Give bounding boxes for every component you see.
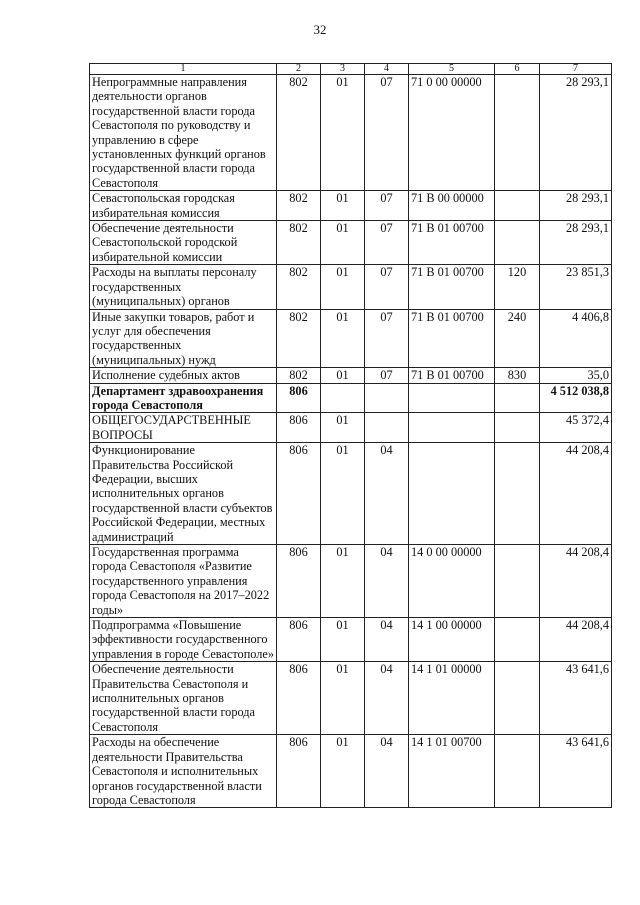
target-article: 71 В 01 00700 bbox=[409, 309, 495, 368]
section-code: 01 bbox=[321, 413, 365, 443]
table-row bbox=[90, 368, 612, 383]
table-row bbox=[90, 443, 612, 545]
row-name: Иные закупки товаров, работ и услуг для обеспечения государственных (муниципальных) нужд bbox=[90, 309, 277, 368]
amount: 44 208,4 bbox=[540, 443, 612, 545]
target-article: 14 0 00 00000 bbox=[409, 545, 495, 618]
section-code: 01 bbox=[321, 368, 365, 383]
amount: 28 293,1 bbox=[540, 75, 612, 191]
amount: 28 293,1 bbox=[540, 191, 612, 221]
amount: 43 641,6 bbox=[540, 735, 612, 808]
subsection-code bbox=[365, 383, 409, 413]
row-name: Исполнение судебных актов bbox=[90, 368, 277, 383]
section-code: 01 bbox=[321, 443, 365, 545]
column-number-row bbox=[90, 64, 612, 75]
amount: 45 372,4 bbox=[540, 413, 612, 443]
expense-type: 120 bbox=[495, 265, 540, 309]
row-name: ОБЩЕГОСУДАРСТВЕННЫЕ ВОПРОСЫ bbox=[90, 413, 277, 443]
expense-type bbox=[495, 221, 540, 265]
section-code: 01 bbox=[321, 221, 365, 265]
amount: 43 641,6 bbox=[540, 662, 612, 735]
expense-type bbox=[495, 443, 540, 545]
subsection-code: 07 bbox=[365, 368, 409, 383]
amount: 4 512 038,8 bbox=[540, 383, 612, 413]
row-name: Департамент здравоохранения города Севастополя bbox=[90, 383, 277, 413]
subsection-code: 07 bbox=[365, 265, 409, 309]
expense-type: 830 bbox=[495, 368, 540, 383]
table-row-department bbox=[90, 383, 612, 413]
subsection-code: 07 bbox=[365, 309, 409, 368]
ministry-code: 802 bbox=[277, 309, 321, 368]
target-article: 71 В 01 00700 bbox=[409, 368, 495, 383]
row-name: Государственная программа города Севастополя «Развитие государственного управления города Севастополя на 2017–2022 годы» bbox=[90, 545, 277, 618]
column-number: 2 bbox=[277, 64, 321, 75]
row-name: Функционирование Правительства Российской Федерации, высших исполнительных органов государственной власти субъектов Российской Федерации, местных администраций bbox=[90, 443, 277, 545]
budget-table bbox=[89, 63, 612, 808]
ministry-code: 802 bbox=[277, 75, 321, 191]
amount: 44 208,4 bbox=[540, 618, 612, 662]
ministry-code: 806 bbox=[277, 383, 321, 413]
table-row bbox=[90, 75, 612, 191]
expense-type bbox=[495, 75, 540, 191]
ministry-code: 806 bbox=[277, 735, 321, 808]
ministry-code: 802 bbox=[277, 221, 321, 265]
section-code: 01 bbox=[321, 545, 365, 618]
expense-type bbox=[495, 735, 540, 808]
ministry-code: 802 bbox=[277, 191, 321, 221]
table-row bbox=[90, 545, 612, 618]
table-row bbox=[90, 265, 612, 309]
subsection-code: 04 bbox=[365, 662, 409, 735]
target-article: 71 В 01 00700 bbox=[409, 221, 495, 265]
ministry-code: 802 bbox=[277, 265, 321, 309]
page-number: 32 bbox=[313, 22, 327, 37]
section-code: 01 bbox=[321, 735, 365, 808]
target-article: 71 В 00 00000 bbox=[409, 191, 495, 221]
ministry-code: 806 bbox=[277, 618, 321, 662]
table-row bbox=[90, 221, 612, 265]
amount: 28 293,1 bbox=[540, 221, 612, 265]
subsection-code: 04 bbox=[365, 735, 409, 808]
table-row bbox=[90, 735, 612, 808]
subsection-code: 04 bbox=[365, 545, 409, 618]
expense-type bbox=[495, 618, 540, 662]
target-article bbox=[409, 443, 495, 545]
amount: 35,0 bbox=[540, 368, 612, 383]
target-article: 14 1 00 00000 bbox=[409, 618, 495, 662]
subsection-code: 04 bbox=[365, 618, 409, 662]
column-number: 1 bbox=[90, 64, 277, 75]
amount: 23 851,3 bbox=[540, 265, 612, 309]
section-code: 01 bbox=[321, 191, 365, 221]
ministry-code: 806 bbox=[277, 662, 321, 735]
section-code: 01 bbox=[321, 618, 365, 662]
section-code: 01 bbox=[321, 265, 365, 309]
row-name: Обеспечение деятельности Правительства Севастополя и исполнительных органов государственной власти города Севастополя bbox=[90, 662, 277, 735]
row-name: Обеспечение деятельности Севастопольской городской избирательной комиссии bbox=[90, 221, 277, 265]
column-number: 6 bbox=[495, 64, 540, 75]
expense-type bbox=[495, 191, 540, 221]
section-code: 01 bbox=[321, 662, 365, 735]
ministry-code: 806 bbox=[277, 443, 321, 545]
amount: 4 406,8 bbox=[540, 309, 612, 368]
table-row bbox=[90, 191, 612, 221]
table-row bbox=[90, 309, 612, 368]
section-code: 01 bbox=[321, 309, 365, 368]
expense-type bbox=[495, 383, 540, 413]
subsection-code: 07 bbox=[365, 221, 409, 265]
ministry-code: 806 bbox=[277, 545, 321, 618]
target-article: 71 В 01 00700 bbox=[409, 265, 495, 309]
expense-type bbox=[495, 545, 540, 618]
expense-type bbox=[495, 662, 540, 735]
column-number: 4 bbox=[365, 64, 409, 75]
section-code: 01 bbox=[321, 75, 365, 191]
target-article bbox=[409, 383, 495, 413]
column-number: 3 bbox=[321, 64, 365, 75]
row-name: Непрограммные направления деятельности органов государственной власти города Севастополя по руководству и управлению в сфере установленных функций органов государственной власти города Севастополя bbox=[90, 75, 277, 191]
target-article: 14 1 01 00700 bbox=[409, 735, 495, 808]
expense-type: 240 bbox=[495, 309, 540, 368]
subsection-code: 07 bbox=[365, 75, 409, 191]
table-row bbox=[90, 618, 612, 662]
target-article bbox=[409, 413, 495, 443]
ministry-code: 806 bbox=[277, 413, 321, 443]
column-number: 5 bbox=[409, 64, 495, 75]
table-row bbox=[90, 662, 612, 735]
table-row bbox=[90, 413, 612, 443]
section-code bbox=[321, 383, 365, 413]
subsection-code: 04 bbox=[365, 443, 409, 545]
target-article: 71 0 00 00000 bbox=[409, 75, 495, 191]
ministry-code: 802 bbox=[277, 368, 321, 383]
row-name: Расходы на выплаты персоналу государственных (муниципальных) органов bbox=[90, 265, 277, 309]
subsection-code: 07 bbox=[365, 191, 409, 221]
subsection-code bbox=[365, 413, 409, 443]
column-number: 7 bbox=[540, 64, 612, 75]
amount: 44 208,4 bbox=[540, 545, 612, 618]
row-name: Севастопольская городская избирательная комиссия bbox=[90, 191, 277, 221]
expense-type bbox=[495, 413, 540, 443]
row-name: Подпрограмма «Повышение эффективности государственного управления в городе Севастополе» bbox=[90, 618, 277, 662]
target-article: 14 1 01 00000 bbox=[409, 662, 495, 735]
row-name: Расходы на обеспечение деятельности Правительства Севастополя и исполнительных органов государственной власти города Севастополя bbox=[90, 735, 277, 808]
